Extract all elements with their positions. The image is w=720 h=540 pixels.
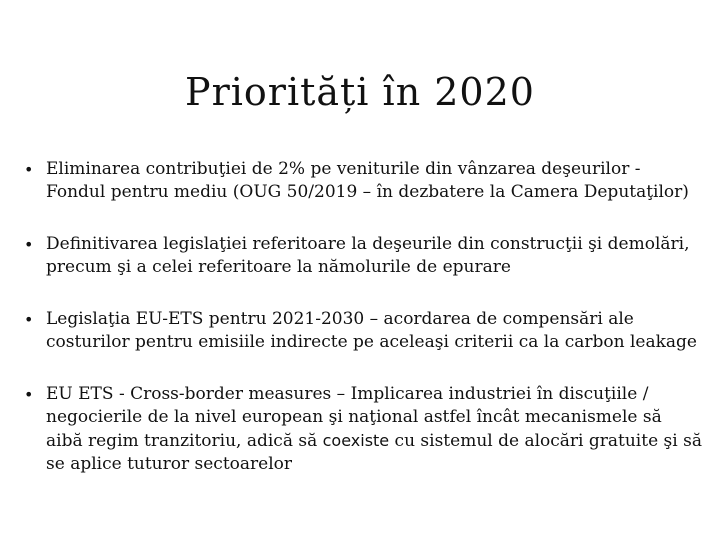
bullet-text-after: cu sistemul de alocări gratuite şi să se aplice tuturor sectoarelor <box>46 431 702 474</box>
bullet-emphasis: coexiste <box>322 431 390 450</box>
bullet-item-3 <box>22 308 702 354</box>
bullet-text: Eliminarea contribuţiei de 2% pe veniturile din vânzarea deşeurilor - Fondul pentru mediu (OUG 50/2019 – în dezbatere la Camera Deputaţilor) <box>46 159 689 202</box>
bullet-item-2 <box>22 233 702 279</box>
bullet-text: Legislaţia EU-ETS pentru 2021-2030 – acordarea de compensări ale costurilor pentru emisiile indirecte pe aceleaşi criterii ca la carbon leakage <box>46 309 697 352</box>
slide-title: Priorități în 2020 <box>185 70 535 114</box>
bullet-text-before: EU ETS - Cross-border measures – Implicarea industriei în discuţiile / negocierile de la nivel european şi naţional astfel încât mecanismele să aibă regim tranzitoriu, adică să <box>46 384 662 451</box>
bullet-list <box>22 158 702 505</box>
bullet-text: Definitivarea legislaţiei referitoare la deşeurile din construcţii şi demolări, precum şi a celei referitoare la nămolurile de epurare <box>46 234 690 277</box>
bullet-item-4 <box>22 383 702 476</box>
bullet-item-1 <box>22 158 702 204</box>
